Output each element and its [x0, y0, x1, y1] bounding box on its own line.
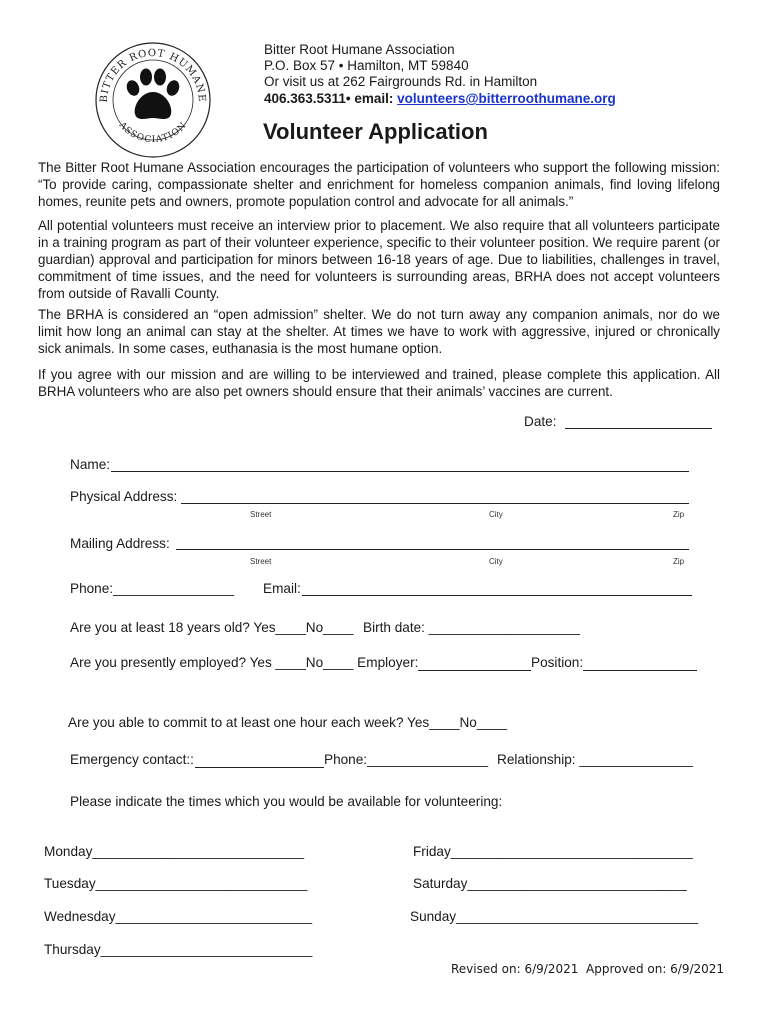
emergency-contact-field[interactable]: [195, 767, 324, 768]
mailing-address-field[interactable]: [176, 549, 689, 550]
birth-date-field[interactable]: Birth date: ____________________: [363, 620, 580, 635]
emergency-phone-field[interactable]: Phone:________________: [324, 752, 489, 767]
date-label: Date:: [524, 414, 557, 429]
revised-date: Revised on: 6/9/2021: [451, 962, 579, 976]
commitment-question[interactable]: Are you able to commit to at least one hour each week? Yes____No____: [68, 715, 508, 730]
position-label: Position:: [531, 655, 584, 670]
paragraph-requirements: All potential volunteers must receive an interview prior to placement. We also require that all volunteers participate in a training program as part of their volunteer experience, specific to their volunteer position. We require parent (or guardian) approval and participation for minors between 16-18 years of age. Due to liabilities, challenges in travel, commitment of time issues, and the need for volunteers is surrounding areas, BRHA does not accept volunteers from outside of Ravalli County.: [38, 218, 720, 301]
day-saturday-field[interactable]: Saturday_____________________________: [413, 876, 687, 891]
paragraph-open-admission: The BRHA is considered an “open admission” shelter. We do not turn away any companion animals, nor do we limit how long an animal can stay at the shelter. At times we have to work with aggressive, injured or chronically sick animals. In some cases, euthanasia is the most humane option.: [38, 307, 720, 356]
physical-zip-caption: Zip: [673, 510, 685, 519]
name-field[interactable]: [111, 471, 689, 472]
paw-print-icon: [125, 69, 182, 120]
logo-ring-text-top: BITTER ROOT HUMANE: [98, 47, 208, 103]
availability-prompt: Please indicate the times which you would be available for volunteering:: [70, 794, 503, 809]
page-title: Volunteer Application: [263, 119, 488, 144]
email-link[interactable]: volunteers@bitterroothumane.org: [397, 91, 616, 106]
contact-line: [264, 91, 616, 107]
physical-city-caption: City: [489, 510, 503, 519]
email-field[interactable]: [302, 595, 692, 596]
physical-street-caption: Street: [250, 510, 272, 519]
logo: [93, 40, 213, 160]
phone-field[interactable]: Phone:________________: [70, 581, 235, 596]
employer-field[interactable]: [418, 670, 531, 671]
po-box: P.O. Box 57 • Hamilton, MT 59840: [264, 58, 469, 73]
day-friday-field[interactable]: Friday________________________________: [413, 844, 693, 859]
mailing-address-label: Mailing Address:: [70, 536, 170, 551]
visit-address: Or visit us at 262 Fairgrounds Rd. in Hamilton: [264, 74, 538, 89]
mailing-street-caption: Street: [250, 557, 272, 566]
physical-address-field[interactable]: [181, 503, 689, 504]
logo-ring-text-bottom: ASSOCIATION: [116, 120, 190, 146]
day-tuesday-field[interactable]: Tuesday____________________________: [44, 876, 308, 891]
date-field[interactable]: [565, 428, 712, 429]
paragraph-mission: The Bitter Root Humane Association encourages the participation of volunteers who support the following mission: “To provide caring, compassionate shelter and enrichment for homeless companion animals, find loving lifelong homes, reunite pets and owners, promote population control and advocate for all animals.”: [38, 160, 720, 209]
emergency-contact-label: Emergency contact::: [70, 752, 194, 767]
phone-number: 406.363.5311• email:: [264, 91, 398, 106]
day-wednesday-field[interactable]: Wednesday__________________________: [44, 909, 313, 924]
day-sunday-field[interactable]: Sunday________________________________: [410, 909, 699, 924]
mailing-zip-caption: Zip: [673, 557, 685, 566]
paragraph-agreement: If you agree with our mission and are willing to be interviewed and trained, please complete this application. All BRHA volunteers who are also pet owners should ensure that their animals’ vaccines are current.: [38, 367, 720, 399]
approved-date: Approved on: 6/9/2021: [586, 962, 725, 976]
org-name: Bitter Root Humane Association: [264, 42, 455, 57]
day-thursday-field[interactable]: Thursday____________________________: [44, 942, 313, 957]
physical-address-label: Physical Address:: [70, 489, 178, 504]
age-question[interactable]: Are you at least 18 years old? Yes____No____: [70, 620, 354, 635]
relationship-field[interactable]: Relationship: _______________: [497, 752, 693, 767]
position-field[interactable]: [583, 670, 697, 671]
employment-question: Are you presently employed? Yes ____No____ Employer:: [70, 655, 419, 670]
email-label: Email:: [263, 581, 301, 596]
day-monday-field[interactable]: Monday____________________________: [44, 844, 305, 859]
mailing-city-caption: City: [489, 557, 503, 566]
name-label: Name:: [70, 457, 111, 472]
